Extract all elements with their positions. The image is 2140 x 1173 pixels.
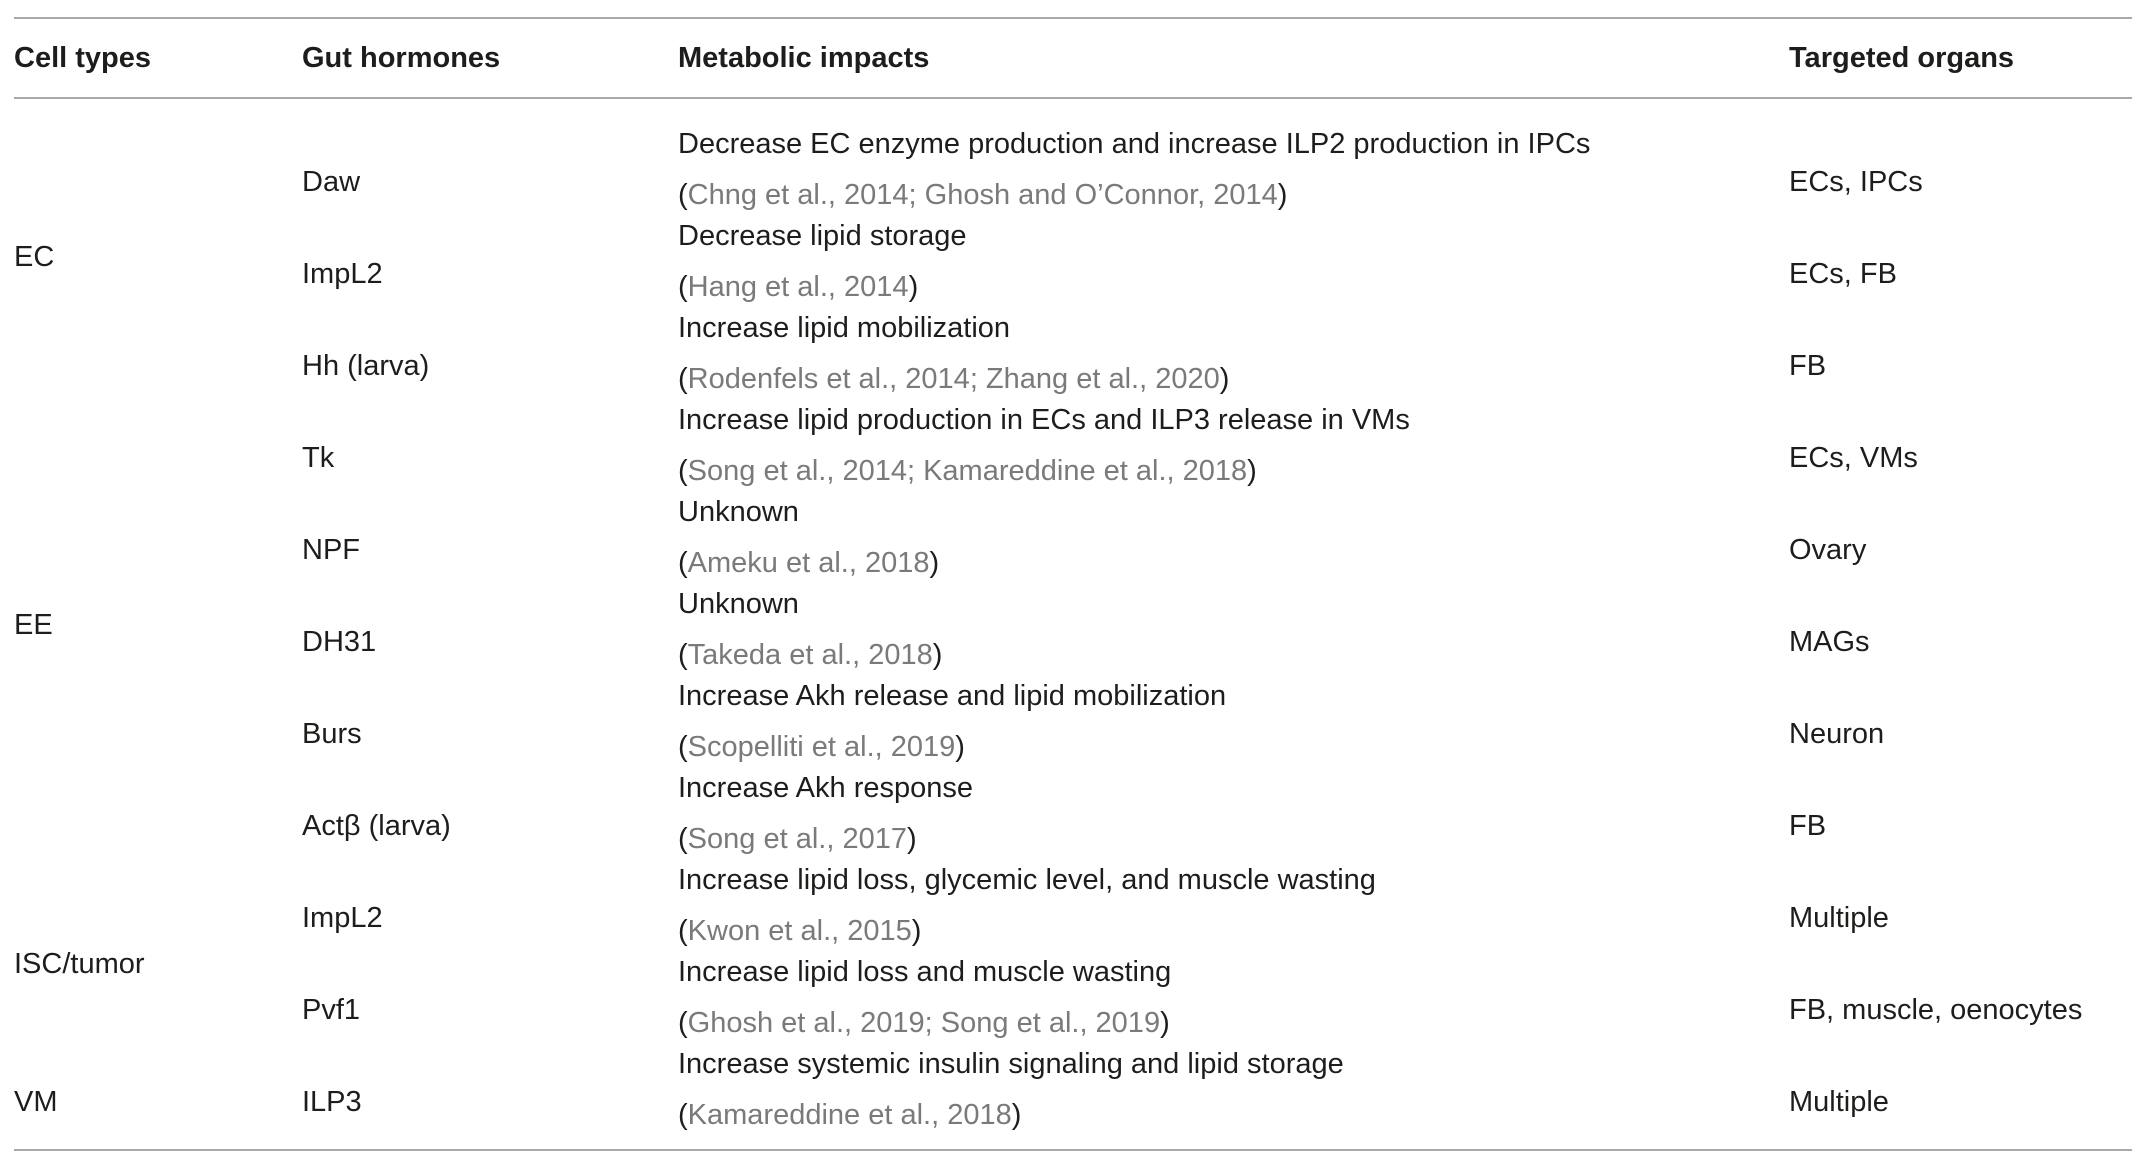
table-row	[14, 680, 2132, 780]
impact-cell: Unknown	[678, 588, 799, 620]
table-row	[14, 128, 2132, 228]
hormone-cell: ImpL2	[302, 902, 383, 934]
citation-cell: (Ameku et al., 2018)	[678, 547, 940, 579]
citation-cell: (Kwon et al., 2015)	[678, 915, 922, 947]
header-metabolic-impacts: Metabolic impacts	[678, 42, 930, 74]
impact-cell: Increase lipid loss, glycemic level, and muscle wasting	[678, 864, 1376, 896]
table-row	[14, 1048, 2132, 1148]
organ-cell: Neuron	[1789, 718, 1885, 750]
citation-cell: (Rodenfels et al., 2014; Zhang et al., 2020)	[678, 363, 1230, 395]
organ-cell: ECs, FB	[1789, 258, 1897, 290]
citation-link[interactable]: Ghosh et al., 2019; Song et al., 2019	[687, 1007, 1161, 1039]
table-row	[14, 496, 2132, 596]
table-row	[14, 404, 2132, 504]
citation-link[interactable]: Song et al., 2017	[687, 823, 907, 855]
citation-link[interactable]: Song et al., 2014; Kamareddine et al., 2018	[687, 455, 1248, 487]
group-label-ee: EE	[14, 609, 53, 641]
organ-cell: ECs, VMs	[1789, 442, 1918, 474]
hormone-cell: Pvf1	[302, 994, 361, 1026]
organ-cell: MAGs	[1789, 626, 1870, 658]
citation-link[interactable]: Ameku et al., 2018	[687, 547, 930, 579]
top-rule	[14, 17, 2132, 19]
impact-cell: Increase lipid loss and muscle wasting	[678, 956, 1172, 988]
organ-cell: ECs, IPCs	[1789, 166, 1923, 198]
organ-cell: Multiple	[1789, 902, 1889, 934]
citation-cell: (Song et al., 2017)	[678, 823, 917, 855]
group-label-vm: VM	[14, 1086, 58, 1118]
hormone-cell: NPF	[302, 534, 360, 566]
impact-cell: Decrease lipid storage	[678, 220, 967, 252]
citation-cell: (Takeda et al., 2018)	[678, 639, 943, 671]
table-row	[14, 588, 2132, 688]
table-row	[14, 220, 2132, 320]
citation-cell: (Song et al., 2014; Kamareddine et al., 2018)	[678, 455, 1257, 487]
citation-cell: (Ghosh et al., 2019; Song et al., 2019)	[678, 1007, 1170, 1039]
impact-cell: Increase Akh response	[678, 772, 974, 804]
citation-link[interactable]: Kamareddine et al., 2018	[687, 1099, 1012, 1131]
citation-link[interactable]: Kwon et al., 2015	[687, 915, 912, 947]
organ-cell: Multiple	[1789, 1086, 1889, 1118]
impact-cell: Increase lipid production in ECs and ILP3 release in VMs	[678, 404, 1410, 436]
hormone-cell: Hh (larva)	[302, 350, 430, 382]
citation-link[interactable]: Scopelliti et al., 2019	[687, 731, 956, 763]
bottom-rule	[14, 1149, 2132, 1151]
citation-cell: (Kamareddine et al., 2018)	[678, 1099, 1022, 1131]
organ-cell: FB, muscle, oenocytes	[1789, 994, 2083, 1026]
hormone-cell: ImpL2	[302, 258, 383, 290]
citation-link[interactable]: Takeda et al., 2018	[687, 639, 933, 671]
header-gut-hormones: Gut hormones	[302, 42, 501, 74]
organ-cell: FB	[1789, 350, 1827, 382]
citation-link[interactable]: Hang et al., 2014	[687, 271, 909, 303]
citation-link[interactable]: Rodenfels et al., 2014; Zhang et al., 2020	[687, 363, 1220, 395]
impact-cell: Decrease EC enzyme production and increase ILP2 production in IPCs	[678, 128, 1591, 160]
hormone-cell: Tk	[302, 442, 335, 474]
header-cell-types: Cell types	[14, 42, 151, 74]
table-row	[14, 772, 2132, 872]
table-row	[14, 864, 2132, 964]
citation-cell: (Scopelliti et al., 2019)	[678, 731, 965, 763]
header-rule	[14, 97, 2132, 99]
citation-cell: (Hang et al., 2014)	[678, 271, 919, 303]
hormone-cell: DH31	[302, 626, 377, 658]
group-label-ec: EC	[14, 241, 55, 273]
hormone-cell: Actβ (larva)	[302, 810, 451, 842]
organ-cell: FB	[1789, 810, 1827, 842]
citation-cell: (Chng et al., 2014; Ghosh and O’Connor, 2014)	[678, 179, 1288, 211]
group-label-isc-tumor: ISC/tumor	[14, 948, 145, 980]
hormone-cell: ILP3	[302, 1086, 362, 1118]
impact-cell: Increase systemic insulin signaling and lipid storage	[678, 1048, 1344, 1080]
impact-cell: Increase lipid mobilization	[678, 312, 1011, 344]
impact-cell: Unknown	[678, 496, 799, 528]
hormone-cell: Daw	[302, 166, 361, 198]
header-targeted-organs: Targeted organs	[1789, 42, 2015, 74]
hormone-cell: Burs	[302, 718, 362, 750]
organ-cell: Ovary	[1789, 534, 1867, 566]
impact-cell: Increase Akh release and lipid mobilization	[678, 680, 1227, 712]
citation-link[interactable]: Chng et al., 2014; Ghosh and O’Connor, 2014	[687, 179, 1278, 211]
table-row	[14, 312, 2132, 412]
table-row	[14, 956, 2132, 1056]
